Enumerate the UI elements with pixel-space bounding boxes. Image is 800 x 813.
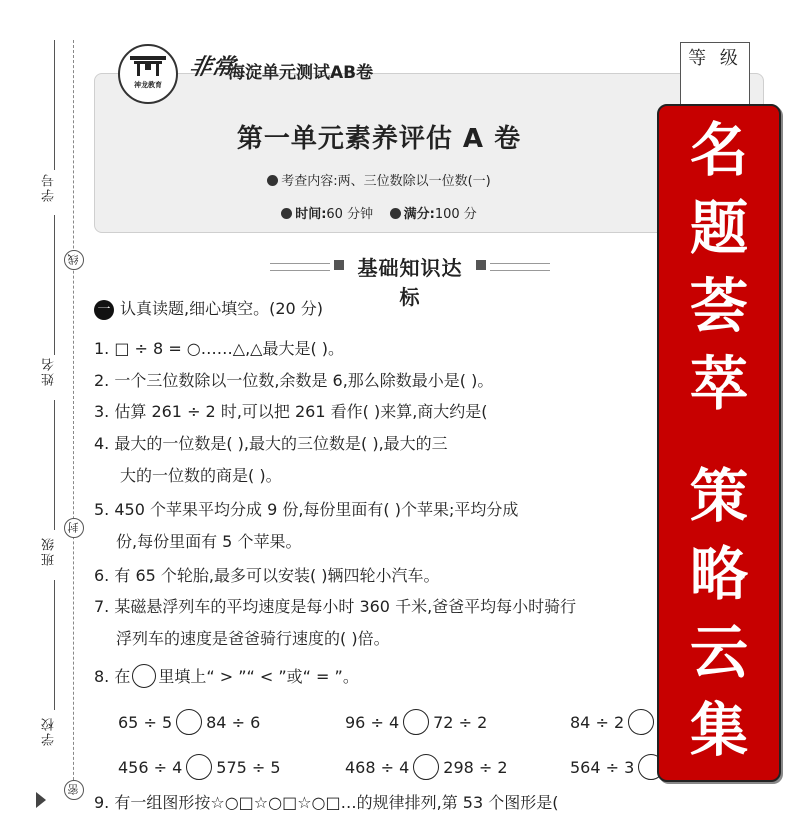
question-7-line1: 7. 某磁悬浮列车的平均速度是每小时 360 千米,爸爸平均每小时骑行 <box>94 597 577 616</box>
expr-right: 575 ÷ 5 <box>216 758 281 777</box>
score-value: 100 分 <box>434 207 477 222</box>
score-icon <box>390 208 401 219</box>
part-number-badge: 一 <box>94 300 114 320</box>
banner-char: 萃 <box>689 350 748 418</box>
school-label: 学校 <box>42 716 57 746</box>
search-icon <box>267 175 278 186</box>
question-5-line2: 份,每份里面有 5 个苹果。 <box>116 532 302 551</box>
answer-circle[interactable] <box>413 754 439 780</box>
question-5-line1: 5. 450 个苹果平均分成 9 份,每份里面有( )个苹果;平均分成 <box>94 500 519 519</box>
comparison-item <box>345 754 508 780</box>
expr-right: 72 ÷ 2 <box>433 713 488 732</box>
question-1: 1. □ ÷ 8 = ○……△,△最大是( )。 <box>94 339 345 358</box>
comparison-item <box>118 754 281 780</box>
gate-icon <box>128 54 168 76</box>
part-heading <box>94 296 323 320</box>
promo-banner <box>657 104 781 782</box>
question-8 <box>94 664 359 688</box>
decor-lines-right <box>490 263 550 271</box>
scope-line <box>94 170 664 189</box>
decor-square-left <box>334 260 344 270</box>
question-4-line1: 4. 最大的一位数是( ),最大的三位数是( ),最大的三 <box>94 434 448 453</box>
cut-mark-secret: 密 <box>64 780 84 800</box>
comparison-item <box>118 709 260 735</box>
question-6: 6. 有 65 个轮胎,最多可以安装( )辆四轮小汽车。 <box>94 566 440 585</box>
class-field-line <box>54 400 55 530</box>
time-value: 60 分钟 <box>326 207 374 222</box>
class-label: 班级 <box>42 536 57 566</box>
section-title: 基础知识达标 <box>357 256 463 309</box>
clock-icon <box>281 208 292 219</box>
section-header <box>270 252 550 309</box>
expr-left: 84 ÷ 2 <box>570 713 625 732</box>
question-3: 3. 估算 261 ÷ 2 时,可以把 261 看作( )来算,商大约是( <box>94 402 488 421</box>
banner-char: 荟 <box>689 272 748 340</box>
cut-mark-seal: 封 <box>64 518 84 538</box>
time-label: 时间: <box>295 207 327 222</box>
banner-char: 策 <box>689 462 748 530</box>
blank-circle[interactable] <box>132 664 156 688</box>
page-title: 第一单元素养评估 A 卷 <box>236 124 522 154</box>
school-field-line <box>54 580 55 710</box>
logo-text: 神龙教育 <box>134 81 162 89</box>
binding-dashed-line <box>73 40 74 800</box>
comparison-item <box>570 709 658 735</box>
student-id-field-line <box>54 40 55 170</box>
expr-left: 456 ÷ 4 <box>118 758 183 777</box>
question-4-line2: 大的一位数的商是( )。 <box>120 466 282 485</box>
student-id-label: 学号 <box>42 172 57 202</box>
question-2: 2. 一个三位数除以一位数,余数是 6,那么除数最小是( )。 <box>94 371 494 390</box>
answer-circle[interactable] <box>403 709 429 735</box>
brand-script: 非常 <box>186 54 237 80</box>
banner-char: 云 <box>689 618 748 686</box>
decor-square-right <box>476 260 486 270</box>
arrow-icon <box>36 792 46 808</box>
logo <box>118 44 178 104</box>
expr-left: 564 ÷ 3 <box>570 758 635 777</box>
brand-title: 海淀单元测试AB卷 <box>228 63 374 83</box>
banner-char: 题 <box>689 194 748 262</box>
expr-left: 96 ÷ 4 <box>345 713 400 732</box>
part-heading-text: 认真读题,细心填空。(20 分) <box>120 299 324 318</box>
cut-mark-line: 线 <box>64 250 84 270</box>
name-label: 姓名 <box>42 356 57 386</box>
decor-lines-left <box>270 263 330 271</box>
banner-char: 略 <box>689 540 748 608</box>
time-score-line <box>94 203 664 222</box>
question-8-prefix: 8. 在 <box>94 667 131 686</box>
banner-char: 集 <box>689 696 748 764</box>
expr-right: 84 ÷ 6 <box>206 713 261 732</box>
answer-circle[interactable] <box>176 709 202 735</box>
expr-left: 468 ÷ 4 <box>345 758 410 777</box>
answer-circle[interactable] <box>628 709 654 735</box>
banner-char: 名 <box>689 116 748 184</box>
question-7-line2: 浮列车的速度是爸爸骑行速度的( )倍。 <box>116 629 390 648</box>
grade-label: 等 级 <box>680 42 750 76</box>
comparison-item <box>570 754 668 780</box>
expr-left: 65 ÷ 5 <box>118 713 173 732</box>
expr-right: 298 ÷ 2 <box>443 758 508 777</box>
comparison-item <box>345 709 487 735</box>
question-9: 9. 有一组图形按☆○□☆○□☆○□…的规律排列,第 53 个图形是( <box>94 793 559 812</box>
answer-circle[interactable] <box>186 754 212 780</box>
score-label: 满分: <box>403 207 435 222</box>
question-8-suffix: 里填上“ > ”“ < ”或“ = ”。 <box>158 667 359 686</box>
name-field-line <box>54 215 55 355</box>
scope-text: 考查内容:两、三位数除以一位数(一) <box>281 174 491 189</box>
